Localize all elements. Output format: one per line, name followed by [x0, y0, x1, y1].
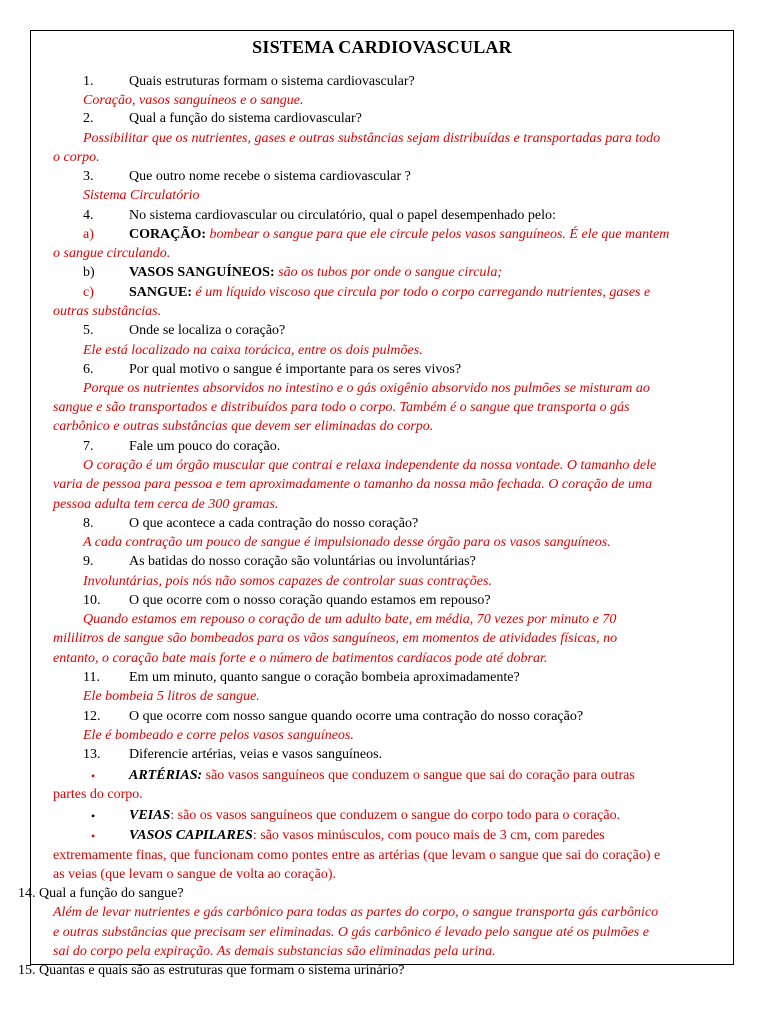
answer-6-line-2: sangue e são transportados e distribuídos para todo o corpo. Também é o sangue que transporta o gás: [53, 400, 630, 415]
answer-4a-line-2: o sangue circulando.: [53, 246, 171, 261]
answer-10-line-1: Quando estamos em repouso o coração de um adulto bate, em média, 70 vezes por minuto e 70: [83, 612, 617, 627]
answer-6-line-1: Porque os nutrientes absorvidos no intestino e o gás oxigênio absorvido nos pulmões se misturam ao: [83, 381, 650, 396]
question-14: 14. Qual a função do sangue?: [18, 886, 184, 901]
bullet-icon: •: [91, 829, 96, 843]
question-15: 15. Quantas e quais são as estruturas que formam o sistema urinário?: [18, 963, 405, 978]
answer-2-line-1: Possibilitar que os nutrientes, gases e outras substâncias sejam distribuídas e transportadas para todo: [83, 131, 661, 146]
answer-7-line-1: O coração é um órgão muscular que contrai e relaxa independente da nossa vontade. O tamanho dele: [83, 458, 657, 473]
document-page: SISTEMA CARDIOVASCULAR 1. Quais estruturas formam o sistema cardiovascular? Coração, vasos sanguíneos e o sangue. 2. Qual a função do sistema cardiovascular? Possibilitar que os nutrientes, gases e outras substâncias sejam distribuídas e transportadas para todo o corpo. 3. Que outro nome recebe o sistema cardiovascular ? Sistema Circulatório 4. No sistema cardiovascular ou circulatório, qual o papel desempenhado pelo: a) CORAÇÃO: bombear o sangue para que ele circule pelos vasos sanguíneos. É ele que mantem o sangue circulando. b) VASOS SANGUÍNEOS: são os tubos por onde o sangue circula; c) SANGUE: é um líquido viscoso que circula por todo o corpo carregando nutrientes, gases e outras substâncias. 5. Onde se localiza o coração? Ele está localizado na caixa torácica, entre os dois pulmões. 6. Por qual motivo o sangue é importante para os seres vivos? Porque os nutrientes absorvidos no intestino e o gás oxigênio absorvido nos pulmões se misturam ao sangue e são transportados e distribuídos para todo o corpo. Também é o sangue que transporta o gás carbônico e outras substâncias que devem ser eliminadas do corpo. 7. Fale um pouco do coração. O coração é um órgão muscular que contrai e relaxa independente da nossa vontade. O tamanho dele varia de pessoa para pessoa e tem aproximadamente o tamanho da nossa mão fechada. O coração de uma pessoa adulta tem cerca de 300 gramas. 8. O que acontece a cada contração do nosso coração? A cada contração um pouco de sangue é impulsionado desse órgão para os vasos sanguíneos. 9. As batidas do nosso coração são voluntárias ou involuntárias? Involuntárias, pois nós não somos capazes de controlar suas contrações. 10. O que ocorre com o nosso coração quando estamos em repouso? Quando estamos em repouso o coração de um adulto bate, em média, 70 vezes por minuto e 70 mililitros de sangue são bombeados para os vãos sanguíneos, em momentos de atividades físicas, no entanto, o coração bate mais forte e o número de batimentos cardíacos pode até dobrar. 11. Em um minuto, quanto sangue o coração bombeia aproximadamente? Ele bombeia 5 litros de sangue. 12. O que ocorre com nosso sangue quando ocorre uma contração do nosso coração? Ele é bombeado e corre pelos vasos sanguíneos. 13. Diferencie artérias, veias e vasos sanguíneos. • ARTÉRIAS: são vasos sanguíneos que conduzem o sangue que sai do coração para outras partes do corpo. • VEIAS: são os vasos sanguíneos que conduzem o sangue do corpo todo para o coração. • VASOS CAPILARES: são vasos minúsculos, com pouco mais de 3 cm, com paredes extremamente finas, que funcionam como pontes entre as artérias (que levam o sangue que sai do coração) e as veias (que levam o sangue de volta ao coração). 14. Qual a função do sangue? Além de levar nutrientes e gás carbônico para todas as partes do corpo, o sangue transporta gás carbônico e outras substâncias que precisam ser eliminadas. O gás carbônico é levado pelo sangue até os pulmões e sai do corpo pela expiração. As demais substancias são eliminadas pela urina. 15. Quantas e quais são as estruturas que formam o sistema urinário?: [30, 30, 734, 965]
answer-9: Involuntárias, pois nós não somos capazes de controlar suas contrações.: [83, 574, 492, 589]
page-title: SISTEMA CARDIOVASCULAR: [252, 37, 512, 57]
answer-6-line-3: carbônico e outras substâncias que devem ser eliminadas do corpo.: [53, 419, 434, 434]
answer-8: A cada contração um pouco de sangue é impulsionado desse órgão para os vasos sanguíneos.: [83, 535, 611, 550]
answer-14-line-2: e outras substâncias que precisam ser eliminadas. O gás carbônico é levado pelo sangue até os pulmões e: [53, 925, 649, 940]
answer-13-arterias-line-2: partes do corpo.: [53, 787, 143, 802]
answer-4c-line-2: outras substâncias.: [53, 304, 162, 319]
answer-10-line-3: entanto, o coração bate mais forte e o número de batimentos cardíacos pode até dobrar.: [53, 651, 548, 666]
answer-3: Sistema Circulatório: [83, 188, 200, 203]
answer-14-line-3: sai do corpo pela expiração. As demais substancias são eliminadas pela urina.: [53, 944, 496, 959]
answer-11: Ele bombeia 5 litros de sangue.: [83, 689, 260, 704]
answer-7-line-3: pessoa adulta tem cerca de 300 gramas.: [53, 497, 279, 512]
answer-7-line-2: varia de pessoa para pessoa e tem aproximadamente o tamanho da nossa mão fechada. O coração de uma: [53, 477, 653, 492]
bullet-icon: •: [91, 809, 96, 823]
answer-1: Coração, vasos sanguíneos e o sangue.: [83, 93, 304, 108]
answer-10-line-2: mililitros de sangue são bombeados para os vãos sanguíneos, em momentos de atividades físicas, no: [53, 631, 618, 646]
answer-14-line-1: Além de levar nutrientes e gás carbônico para todas as partes do corpo, o sangue transporta gás carbônico: [53, 905, 659, 920]
answer-13-capilares-line-2: extremamente finas, que funcionam como pontes entre as artérias (que levam o sangue que sai do coração) e: [53, 848, 661, 863]
answer-2-line-2: o corpo.: [53, 150, 100, 165]
answer-5: Ele está localizado na caixa torácica, entre os dois pulmões.: [83, 343, 423, 358]
answer-13-capilares-line-3: as veias (que levam o sangue de volta ao coração).: [53, 867, 336, 882]
bullet-icon: •: [91, 769, 96, 783]
answer-12: Ele é bombeado e corre pelos vasos sanguíneos.: [83, 728, 354, 743]
